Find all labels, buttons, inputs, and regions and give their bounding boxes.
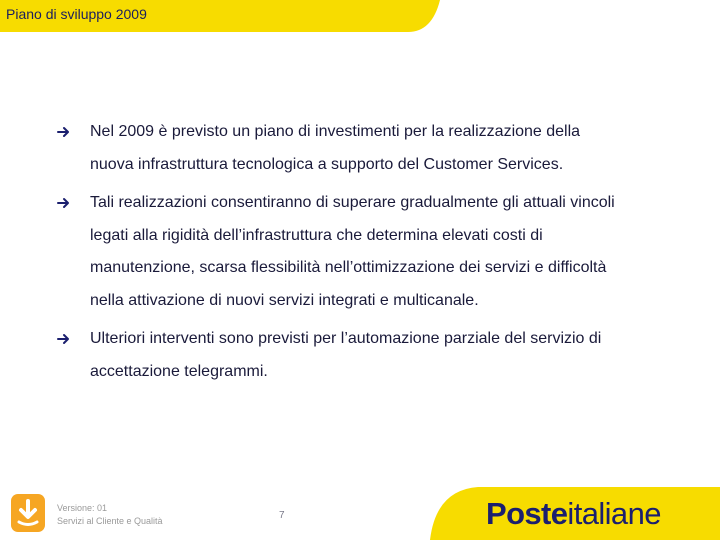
brand-logo: [486, 496, 661, 532]
bullet-line: Tali realizzazioni consentiranno di superare gradualmente gli attuali vincoli: [90, 194, 615, 211]
bullet-line: manutenzione, scarsa flessibilità nell’ottimizzazione dei servizi e difficoltà: [90, 259, 607, 276]
bullet-item-3: [57, 323, 697, 388]
page-number: 7: [279, 510, 285, 521]
bullet-line: accettazione telegrammi.: [90, 362, 268, 380]
arrow-right-icon: [57, 196, 71, 210]
bullet-line: nella attivazione di nuovi servizi integrati e multicanale.: [90, 291, 479, 309]
arrow-right-icon: [57, 125, 71, 139]
bullet-line: nuova infrastruttura tecnologica a supporto del Customer Services.: [90, 155, 564, 173]
page-title: Piano di sviluppo 2009: [6, 6, 147, 22]
bullet-line: Ulteriori interventi sono previsti per l’automazione parziale del servizio di: [90, 330, 602, 347]
footer-department: Servizi al Cliente e Qualità: [57, 516, 163, 526]
bullet-line: legati alla rigidità dell’infrastruttura che determina elevati costi di: [90, 226, 543, 244]
bullet-text: [90, 323, 697, 388]
bullet-item-1: [57, 116, 697, 181]
bullet-list: [57, 116, 697, 394]
bullet-text: [90, 116, 697, 181]
bullet-text: [90, 187, 697, 317]
poste-arrow-logo-icon: [11, 494, 45, 532]
arrow-right-icon: [57, 332, 71, 346]
bullet-item-2: [57, 187, 697, 317]
footer-version: Versione: 01: [57, 503, 108, 513]
brand-name-bold: Poste: [486, 496, 568, 531]
bullet-line: Nel 2009 è previsto un piano di investimenti per la realizzazione della: [90, 123, 581, 140]
brand-name-light: italiane: [567, 496, 661, 531]
